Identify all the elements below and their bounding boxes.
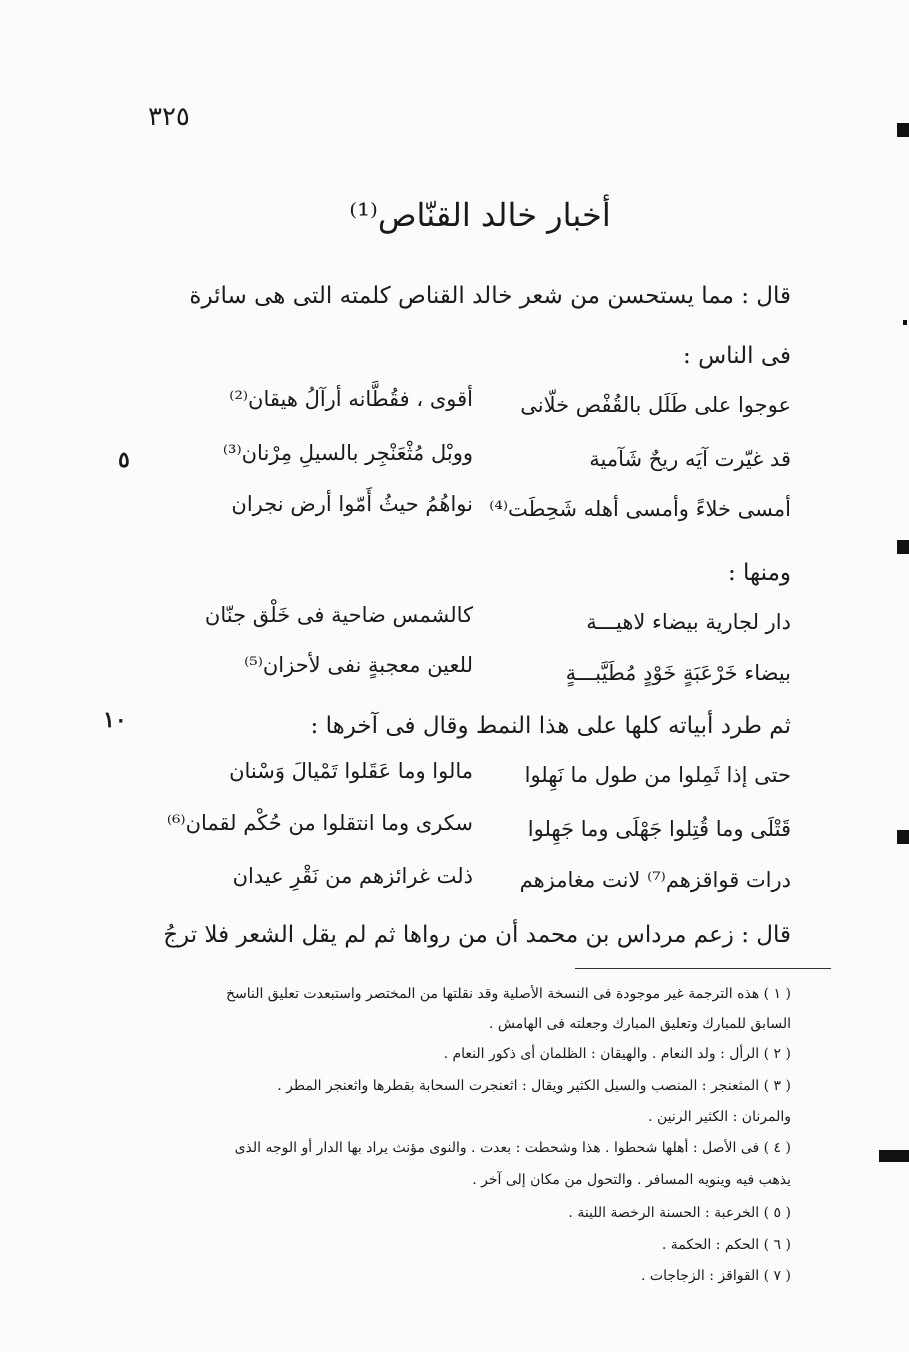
verse-8-first-hemistich: درات قواقزهم⁽⁷⁾ لانت مغامزهم xyxy=(519,868,791,892)
minha-label: ومنها : xyxy=(727,560,791,586)
verse-7-second-hemistich: سكرى وما انتقلوا من حُكْم لقمان⁽⁶⁾ xyxy=(166,811,473,835)
page-number: ٣٢٥ xyxy=(148,102,190,132)
verse-6-first-hemistich: حتى إذا ثَمِلوا من طول ما نَهِلوا xyxy=(524,763,791,787)
closing-line: قال : زعم مرداس بن محمد أن من رواها ثم لم يقل الشعر فلا ترجُ xyxy=(163,922,791,948)
verse-5-second-hemistich: للعين معجبةٍ نفى لأحزان⁽⁵⁾ xyxy=(244,653,473,677)
verse-2-second-hemistich: ووبْل مُثْعَنْجِر بالسيلِ مِرْنان⁽³⁾ xyxy=(222,441,473,465)
verse-5-first-hemistich: بيضاء خَرْعَبَةٍ خَوْدٍ مُطَيَّبـــةٍ xyxy=(565,661,791,685)
scan-edge-mark xyxy=(897,540,909,554)
scan-edge-mark xyxy=(897,123,909,137)
intro-line-2: فى الناس : xyxy=(683,343,791,369)
verse-3-first-hemistich: أمسى خلاءً وأمسى أهله شَحِطَت⁽⁴⁾ xyxy=(489,497,791,521)
verse-7-first-hemistich: قَتْلَى وما قُتِلوا جَهْلَى وما جَهِلوا xyxy=(527,817,791,841)
footnote-7: ( ٧ ) القواقز : الزجاجات . xyxy=(640,1268,791,1284)
footnote-3-line-1: ( ٣ ) المثعنجر : المنصب والسيل الكثير ويقال : اثعنجرت السحابة بقطرها واثعنجر المطر . xyxy=(277,1078,791,1094)
intro-line-1: قال : مما يستحسن من شعر خالد القناص كلمته التى هى سائرة xyxy=(189,283,791,309)
footnote-4-line-2: يذهب فيه وينويه المسافر . والتحول من مكان إلى آخر . xyxy=(472,1172,791,1188)
scan-edge-mark xyxy=(897,830,909,844)
verse-2-first-hemistich: قد غيّرت آيَه ريحٌ شَآمية xyxy=(589,447,791,471)
verse-1-first-hemistich: عوجوا على طَلَل بالقُفْص خلّانى xyxy=(520,393,791,417)
footnote-5: ( ٥ ) الخرعبة : الحسنة الرخصة اللينة . xyxy=(568,1205,791,1221)
scan-edge-mark xyxy=(879,1150,909,1162)
verse-4-second-hemistich: كالشمس ضاحية فى خَلْق جنّان xyxy=(204,603,473,627)
verse-6-second-hemistich: مالوا وما عَقَلوا تَمْيالَ وَسْنان xyxy=(229,759,473,783)
footnote-separator xyxy=(575,968,831,969)
verse-4-first-hemistich: دار لجارية بيضاء لاهيـــة xyxy=(586,610,791,634)
verse-1-second-hemistich: أقوى ، فقُطَّانه أرآلُ هيقان⁽²⁾ xyxy=(229,387,473,411)
verse-3-second-hemistich: نواهُمُ حيثُ أَمّوا أرض نجران xyxy=(231,492,473,516)
scan-edge-dot xyxy=(903,320,907,325)
verse-8-second-hemistich: ذلت غرائزهم من نَقْرِ عيدان xyxy=(232,864,473,888)
footnote-1-line-1: ( ١ ) هذه الترجمة غير موجودة فى النسخة الأصلية وقد نقلتها من المختصر واستبعدت تعليق الناسخ xyxy=(225,986,791,1002)
footnote-4-line-1: ( ٤ ) فى الأصل : أهلها شحطوا . هذا وشحطت : بعدت . والنوى مؤنث يراد بها الدار أو الوجه الذى xyxy=(234,1140,791,1156)
footnote-1-line-2: السابق للمبارك وتعليق المبارك وجعلته فى الهامش . xyxy=(489,1016,791,1032)
footnote-3-line-2: والمرنان : الكثير الرنين . xyxy=(648,1109,791,1125)
footnote-6: ( ٦ ) الحكم : الحكمة . xyxy=(661,1237,791,1253)
footnote-2: ( ٢ ) الرأل : ولد النعام . والهيقان : الظلمان أى ذكور النعام . xyxy=(443,1046,791,1062)
line-number-five: ٥ xyxy=(118,447,130,473)
line-number-ten: ١٠ xyxy=(103,707,127,733)
chapter-title: أخبار خالد القنّاص⁽¹⁾ xyxy=(349,196,611,234)
transition-line: ثم طرد أبياته كلها على هذا النمط وقال فى آخرها : xyxy=(310,713,791,739)
